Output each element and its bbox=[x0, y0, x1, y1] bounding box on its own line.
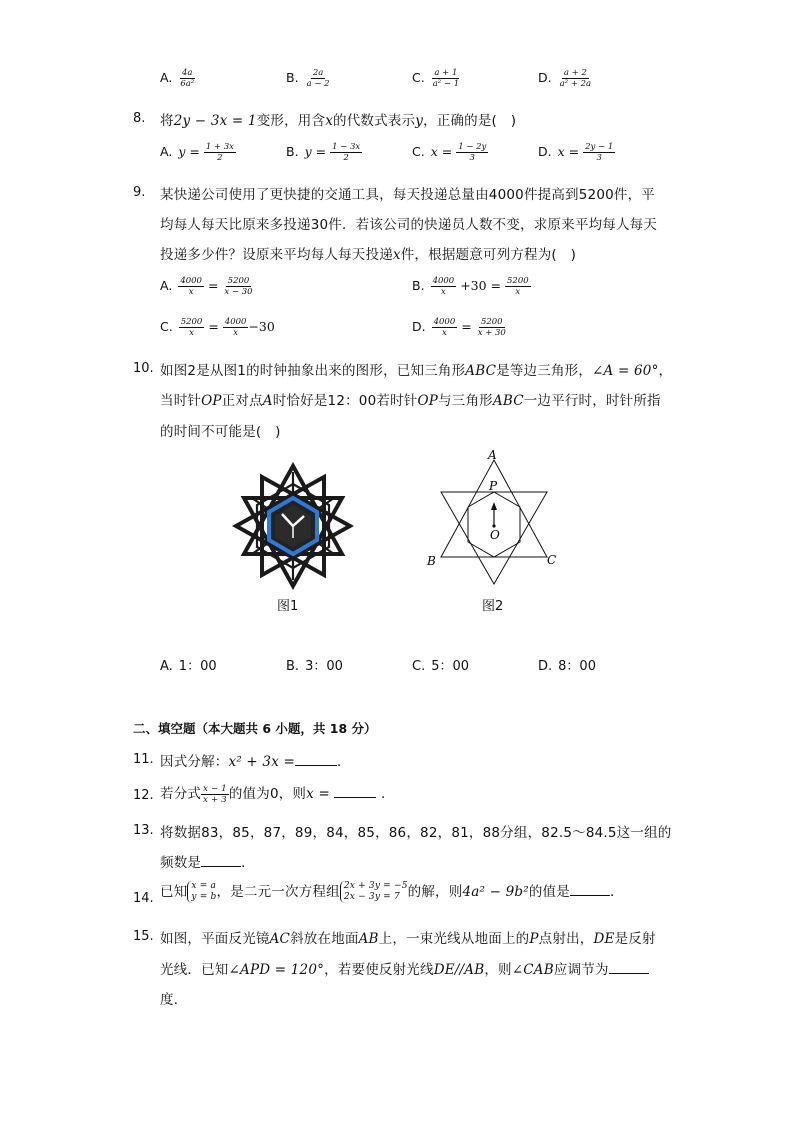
system-1: x = a y = b bbox=[187, 881, 216, 903]
q9-line-1: 某快递公司使用了更快捷的交通工具，每天投递总量由4000件提高到5200件，平 bbox=[160, 187, 656, 203]
q8-option-c: C. x = $\frac{1 - 2y}{3}$ bbox=[412, 142, 487, 163]
q13-number: 13. bbox=[133, 823, 154, 838]
q10-line-3: 的时间不可能是( ) bbox=[160, 424, 281, 440]
fraction: $\frac{2a}{a - 2}$ bbox=[306, 68, 330, 89]
fraction: $\frac{4000}{x}$ bbox=[432, 276, 455, 297]
fraction: $\frac{2y - 1}{3}$ bbox=[585, 142, 614, 163]
label-b: B bbox=[427, 554, 436, 568]
q9-option-d: D. $\frac{4000}{x}$ = $\frac{5200}{x + 30}$ bbox=[412, 317, 506, 338]
figure-1-clock bbox=[232, 462, 354, 590]
fraction: $\frac{5200}{x - 30}$ bbox=[224, 276, 253, 297]
q7-option-d: D. $\frac{a + 2}{\text{a² + 2a}}$ bbox=[538, 68, 592, 89]
answer-blank[interactable] bbox=[334, 785, 376, 798]
fraction: $\frac{a + 1}{\text{a² − 1}}$ bbox=[432, 68, 460, 89]
q8-option-d: D. x = $\frac{2y - 1}{3}$ bbox=[538, 142, 614, 163]
label-o: O bbox=[490, 528, 500, 542]
q9-option-c: C. $\frac{5200}{x}$ = $\frac{4000}{x}$ −30 bbox=[160, 317, 275, 338]
q7-option-b: B. $\frac{2a}{a - 2}$ bbox=[286, 68, 330, 89]
q8-stem: 将2y − 3x = 1变形，用含x的代数式表示y，正确的是( ) bbox=[160, 113, 517, 129]
q9-option-b: B. $\frac{4000}{x}$ +30 = $\frac{5200}{x}$ bbox=[412, 276, 529, 297]
fraction: $\frac{1 + 3x}{2}$ bbox=[205, 142, 234, 163]
q12-stem: 若分式 $\frac{x - 1}{x + 3}$ 的值为0，则x = ． bbox=[160, 783, 395, 805]
fraction: $\frac{4000}{x}$ bbox=[224, 317, 247, 338]
q8-option-b: B. y = $\frac{1 - 3x}{2}$ bbox=[286, 142, 361, 163]
q10-option-b: B. 3：00 bbox=[286, 659, 343, 674]
q11-number: 11. bbox=[133, 752, 154, 767]
fraction: $\frac{4000}{x}$ bbox=[433, 317, 456, 338]
q7-option-a: A. $\frac{4a}{\text{6a²}}$ bbox=[160, 68, 195, 89]
q10-option-d: D. 8：00 bbox=[538, 659, 596, 674]
fraction: $\frac{1 - 2y}{3}$ bbox=[458, 142, 487, 163]
fraction: $\frac{5200}{x + 30}$ bbox=[477, 317, 506, 338]
q10-option-c: C. 5：00 bbox=[412, 659, 470, 674]
q7-option-c: C. $\frac{a + 1}{\text{a² − 1}}$ bbox=[412, 68, 460, 89]
q14-number: 14. bbox=[133, 891, 154, 906]
q9-line-2: 均每人每天比原来多投递30件．若该公司的快递员人数不变，求原来平均每人每天 bbox=[160, 217, 658, 233]
fraction: $\frac{4000}{x}$ bbox=[180, 276, 202, 297]
fraction: $\frac{5200}{x}$ bbox=[180, 317, 203, 338]
fraction: $\frac{a + 2}{\text{a² + 2a}}$ bbox=[559, 68, 592, 89]
q13-line-2: 频数是 ． bbox=[160, 855, 255, 871]
q11-stem: 因式分解：x² + 3x = ． bbox=[160, 754, 351, 770]
answer-blank[interactable] bbox=[201, 854, 241, 867]
fraction: $\frac{4a}{\text{6a²}}$ bbox=[180, 68, 195, 89]
figure-2-caption: 图2 bbox=[482, 599, 504, 614]
q15-number: 15. bbox=[133, 929, 154, 944]
q10-line-2: 当时针OP正对点A时恰好是12：00若时针OP与三角形ABC一边平行时，时针所指 bbox=[160, 393, 661, 409]
answer-blank[interactable] bbox=[570, 883, 610, 896]
system-2: 2x + 3y = −5 2x − 3y = 7 bbox=[340, 881, 408, 903]
fraction: $\frac{1 - 3x}{2}$ bbox=[332, 142, 361, 163]
q12-number: 12. bbox=[133, 788, 154, 803]
q13-line-1: 将数据83，85，87，89，84，85，86，82，81，88分组，82.5～84.5这一组的 bbox=[160, 825, 672, 841]
q9-number: 9. bbox=[133, 185, 146, 200]
q9-option-a: A. $\frac{4000}{x}$ = $\frac{5200}{x - 30}$ bbox=[160, 276, 253, 297]
q14-stem: 已知 x = a y = b，是二元一次方程组 2x + 3y = −5 2x − 3y = 7 的解，则4a² − 9b²的值是 ． bbox=[160, 881, 624, 902]
q8-number: 8. bbox=[133, 111, 146, 126]
q15-line-3: 度． bbox=[160, 992, 188, 1008]
answer-blank[interactable] bbox=[295, 753, 337, 766]
q10-option-a: A. 1：00 bbox=[160, 659, 217, 674]
fraction: $\frac{x - 1}{x + 3}$ bbox=[203, 783, 227, 805]
answer-blank[interactable] bbox=[609, 961, 649, 974]
q15-line-1: 如图，平面反光镜AC斜放在地面AB上，一束光线从地面上的P点射出，DE是反射 bbox=[160, 931, 656, 947]
q10-line-1: 如图2是从图1的时钟抽象出来的图形，已知三角形ABC是等边三角形，∠A = 60°， bbox=[160, 363, 673, 379]
q8-option-a: A. y = $\frac{1 + 3x}{2}$ bbox=[160, 142, 234, 163]
section-title: 二、填空题（本大题共 6 小题，共 18 分） bbox=[133, 721, 377, 736]
q10-number: 10. bbox=[133, 361, 154, 376]
label-c: C bbox=[547, 553, 557, 567]
figure-1-caption: 图1 bbox=[277, 599, 299, 614]
q15-line-2: 光线．已知∠APD = 120°，若要使反射光线DE//AB，则∠CAB应调节为 bbox=[160, 958, 649, 978]
label-p: P bbox=[489, 479, 498, 493]
figure-2-diagram bbox=[420, 444, 570, 594]
label-a: A bbox=[488, 448, 497, 462]
fraction: $\frac{5200}{x}$ bbox=[507, 276, 529, 297]
q9-line-3: 投递多少件？设原来平均每人每天投递x件，根据题意可列方程为( ) bbox=[160, 247, 577, 263]
